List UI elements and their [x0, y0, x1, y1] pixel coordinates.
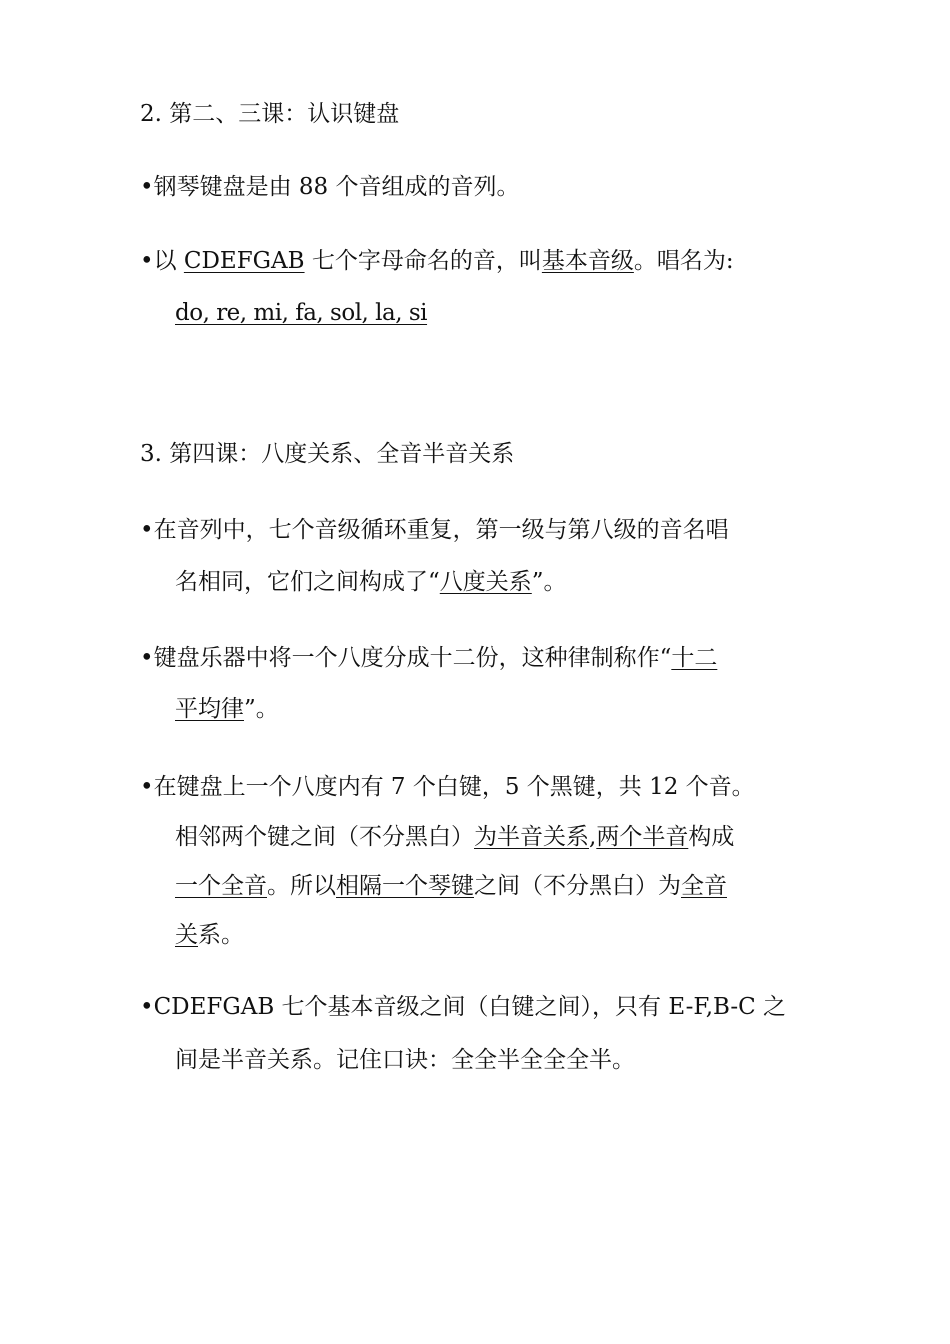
text-run: 名相同，它们之间构成了“	[175, 569, 440, 595]
whole-tone-term: 一个全音	[175, 873, 267, 899]
whole-tone-relation-term-part2: 关	[175, 922, 198, 948]
solfege-line	[175, 298, 427, 328]
section3-bullet4-line2: 间是半音关系。记住口诀：全全半全全全半。	[175, 1047, 635, 1073]
bullet2-prefix: •以	[140, 248, 184, 274]
one-key-apart-term: 相隔一个琴键	[336, 873, 474, 899]
equal-temperament-term-part2: 平均律	[175, 696, 244, 722]
text-run: ,	[589, 824, 597, 850]
whole-tone-relation-term-part1: 全音	[681, 873, 727, 899]
text-run: ”。	[531, 569, 567, 595]
text-run: 系。	[198, 922, 244, 948]
equal-temperament-term-part1: 十二	[671, 645, 718, 671]
two-semitones-term: 两个半音	[596, 824, 689, 850]
section3-bullet2-line2	[175, 694, 279, 724]
text-run: 之间（不分黑白）为	[474, 873, 681, 899]
octave-relation-term: 八度关系	[439, 569, 532, 595]
section3-heading: 3. 第四课：八度关系、全音半音关系	[140, 441, 515, 467]
text-run: •键盘乐器中将一个八度分成十二份，这种律制称作“	[140, 645, 672, 671]
section3-bullet1-line2	[175, 567, 567, 597]
section3-bullet3-line2	[175, 822, 734, 852]
text-run: 。所以	[267, 873, 336, 899]
basic-scale-term: 基本音级	[541, 248, 634, 274]
letters-term: CDEFGAB	[183, 248, 305, 274]
section3-bullet4-line1: •CDEFGAB 七个基本音级之间（白键之间），只有 E-F,B-C 之	[140, 994, 787, 1020]
text-run: 相邻两个键之间（不分黑白）	[175, 824, 474, 850]
section3-bullet3-line4	[175, 920, 244, 950]
section2-bullet1: •钢琴键盘是由 88 个音组成的音列。	[140, 174, 520, 200]
section3-bullet3-line3	[175, 871, 727, 901]
bullet2-suffix: 。唱名为:	[633, 248, 734, 274]
section2-heading: 2. 第二、三课：认识键盘	[140, 101, 400, 127]
section2-bullet2	[140, 246, 734, 276]
text-run: ”。	[244, 696, 279, 722]
semitone-relation-term: 为半音关系	[474, 824, 589, 850]
section3-bullet3-line1: •在键盘上一个八度内有 7 个白键，5 个黑键，共 12 个音。	[140, 774, 755, 800]
section3-bullet2-line1	[140, 643, 717, 673]
bullet2-mid: 七个字母命名的音，叫	[304, 248, 542, 274]
text-run: 构成	[688, 824, 735, 850]
section3-bullet1-line1: •在音列中，七个音级循环重复，第一级与第八级的音名唱	[140, 517, 729, 543]
solfege-term: do, re, mi, fa, sol, la, si	[175, 300, 428, 326]
